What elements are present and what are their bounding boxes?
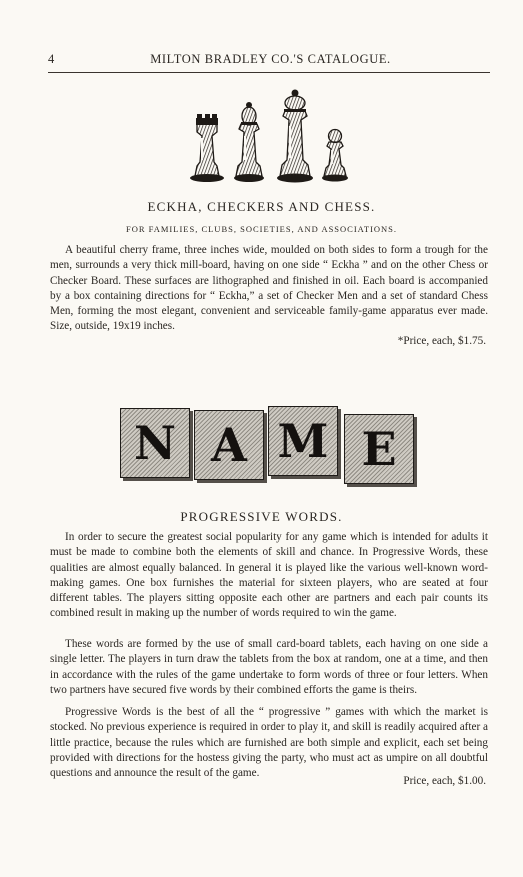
eckha-description: A beautiful cherry frame, three inches wide, moulded on both sides to form a trough for the men, surrounds a very thick mill-board, having on one side “ Eckha ” and on the other Chess or Checker Board. These surfaces are lithographed and finished in oil. Each board is accompanied by a box containing directions for “ Eckha,” a set of Checker Men and a set of standard Chess Men, forming the most elegant, convenient and serviceable family-game apparatus ever made. Size, outside, 19x19 inches.: [50, 244, 488, 333]
name-letter-tiles: [120, 406, 416, 486]
page-number: 4: [48, 52, 55, 66]
letter-tile-e: [344, 414, 414, 484]
tile-letter: A: [211, 418, 247, 472]
letter-tile-m: [268, 406, 338, 476]
tile-letter: M: [277, 414, 329, 468]
chess-pieces-illustration: [185, 86, 353, 188]
tile-letter: N: [133, 416, 177, 470]
progressive-words-title: PROGRESSIVE WORDS.: [180, 509, 343, 524]
tile-letter: E: [361, 422, 397, 476]
progressive-words-price: Price, each, $1.00.: [403, 775, 486, 787]
catalogue-title: MILTON BRADLEY CO.'S CATALOGUE.: [150, 52, 391, 66]
progressive-paragraph-1: In order to secure the greatest social popularity for any game which is intended for adults it must be made to combine both the elements of skill and chance. In Progressive Words, these qualities are almost equally balanced. In general it is played like the various well-known word-making games. One box furnishes the material for sixteen players, who are seated at four different tables. The players sitting opposite each other are partners and each pair counts its combined result in making up the number of words required to win the game.: [50, 531, 488, 620]
running-head: [48, 52, 493, 70]
progressive-paragraph-3: Progressive Words is the best of all the “ progressive ” games with which the market is stocked. No previous experience is required in order to play it, and skill is readily acquired after a little practice, because the rules which are furnished are both simple and explicit, each set being provided with directions for the hostess giving the party, who must act as umpire on all doubtful questions and announce the result of the game.: [50, 706, 488, 780]
eckha-price: *Price, each, $1.75.: [397, 335, 486, 347]
eckha-section-subtitle: FOR FAMILIES, CLUBS, SOCIETIES, AND ASSOCIATIONS.: [125, 224, 398, 234]
bishop-icon: [234, 102, 264, 182]
pawn-icon: [322, 130, 348, 182]
eckha-section-title: ECKHA, CHECKERS AND CHESS.: [147, 199, 376, 214]
queen-icon: [277, 90, 313, 183]
progressive-paragraph-2: These words are formed by the use of small card-board tablets, each having on one side a single letter. The players in turn draw the tablets from the box at random, one at a time, and then in accordance with the rules of the game undertake to form words of three or four letters. When two partners have secured five words by their combined efforts the game is theirs.: [50, 638, 488, 696]
letter-tile-a: [194, 410, 264, 480]
rook-icon: [190, 114, 224, 182]
header-rule: [48, 72, 490, 73]
letter-tile-n: [120, 408, 190, 478]
